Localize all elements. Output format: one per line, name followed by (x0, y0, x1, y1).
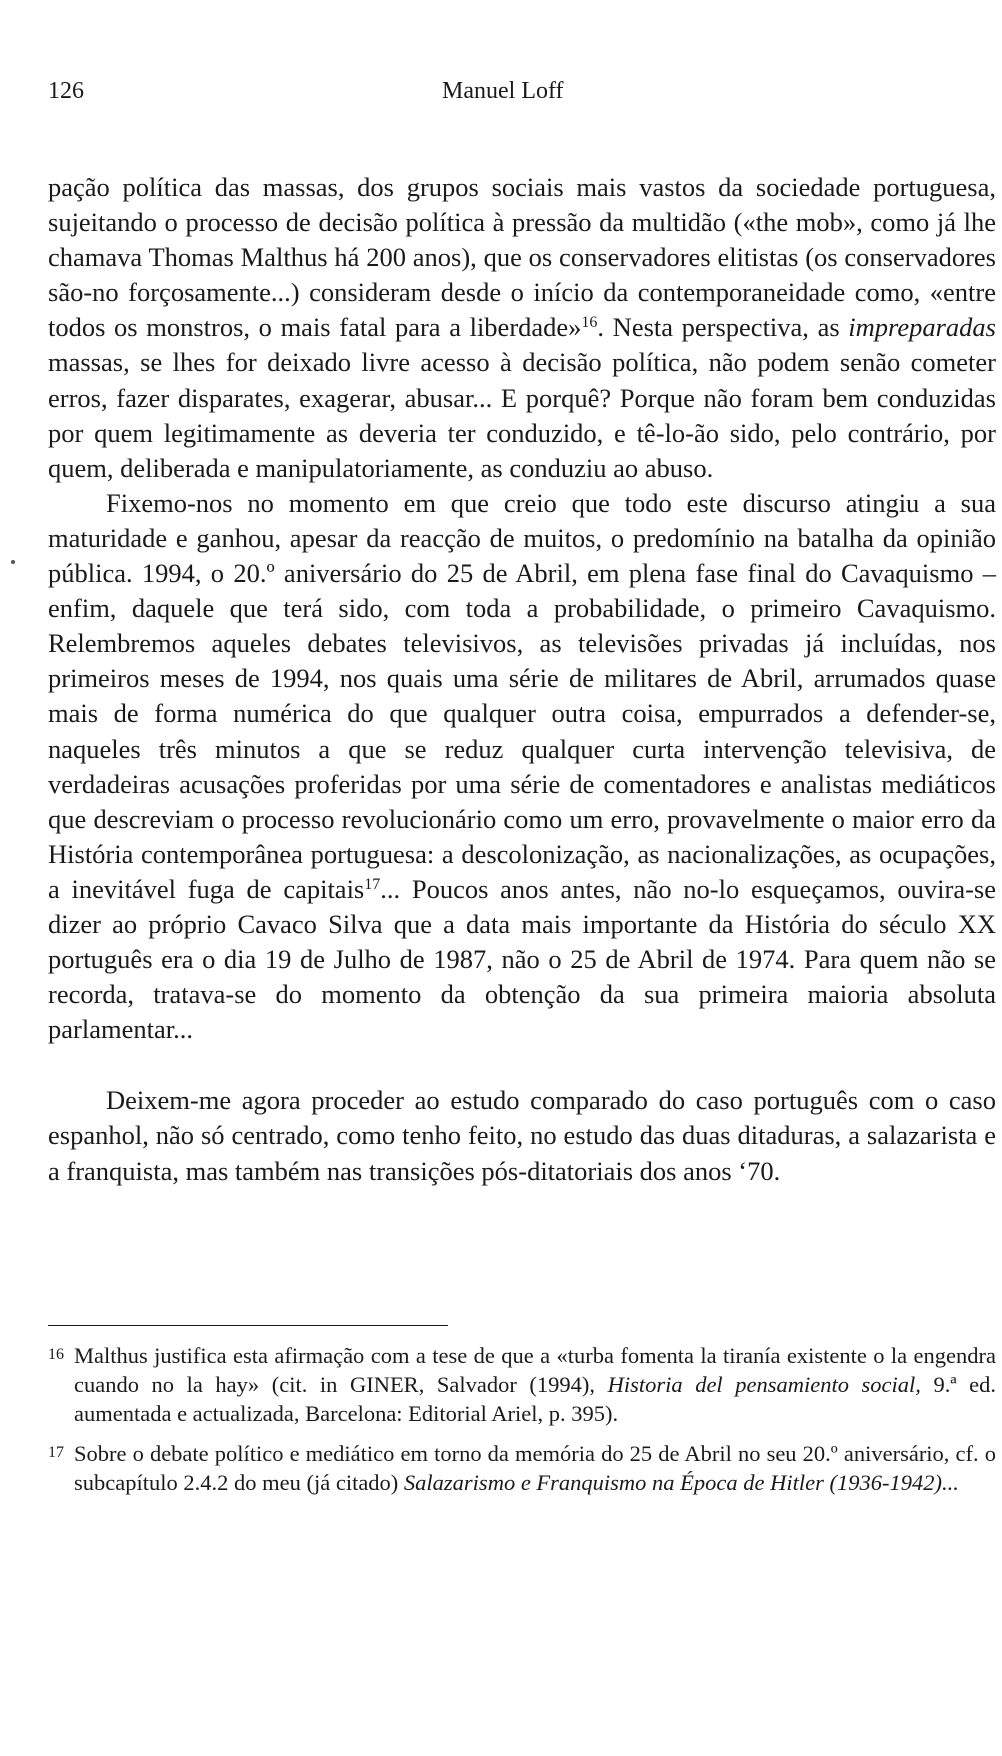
paragraph-2-text-b: ... Poucos anos antes, não no-lo esqueçamos, ouvira-se dizer ao próprio Cavaco Silva que a data mais importante da História do século XX português era o dia 19 de Julho de 1987, não o 25 de Abril de 1974. Para quem não se recorda, tratava-se do momento da obtenção da sua primeira maioria absoluta parlamentar... (48, 873, 996, 1045)
footnote-17-text-a: Sobre o debate político e mediático em torno da memória do 25 de Abril no seu 20.º aniversário, cf. o subcapítulo 2.4.2 do meu (já citado) (74, 1440, 996, 1495)
footnote-separator (48, 1325, 448, 1326)
section-break (48, 1047, 996, 1083)
paragraph-1-text-c: massas, se lhes for deixado livre acesso à decisão política, não podem senão cometer erros, fazer disparates, exagerar, abusar... E porquê? Porque não foram bem conduzidas por quem legitimamente as deveria ter conduzido, e tê-lo-ão sido, pelo contrário, por quem, deliberada e manipulatoriamente, as conduziu ao abuso. (48, 347, 996, 483)
footnote-16-text-b: 9.ª ed. aumentada e actualizada, Barcelona: Editorial Ariel, p. 395). (74, 1372, 996, 1427)
footnote-16-title: Historia del pensamiento social, (607, 1372, 921, 1398)
paragraph-3: Deixem-me agora proceder ao estudo comparado do caso português com o caso espanhol, não só centrado, como tenho feito, no estudo das duas ditaduras, a salazarista e a franquista, mas também nas transições pós-ditatoriais dos anos ‘70. (48, 1085, 996, 1186)
paragraph-2 (48, 486, 996, 1048)
footnote-17-title: Salazarismo e Franquismo na Época de Hitler (1936-1942)... (403, 1469, 959, 1495)
footnote-16-text-a: Malthus justifica esta afirmação com a tese de que a «turba fomenta la tiranía existente o la engendra cuando no la hay» (cit. in GINER, Salvador (1994), (74, 1343, 996, 1398)
running-title: Manuel Loff (442, 78, 564, 104)
page-number: 126 (48, 78, 84, 104)
footnote-17 (48, 1438, 996, 1497)
paragraph-1-text-b: . Nesta perspectiva, as (597, 312, 849, 343)
margin-mark (11, 560, 15, 564)
footnote-number: 16 (48, 1346, 64, 1363)
paragraph-1-text-a: pação política das massas, dos grupos sociais mais vastos da sociedade portuguesa, sujeitando o processo de decisão política à pressão da multidão («the mob», como já lhe chamava Thomas Malthus há 200 anos), que os conservadores elitistas (os conservadores são-no forçosamente...) consideram desde o início da contemporaneidade como, «entre todos os monstros, o mais fatal para a liberdade» (48, 172, 996, 343)
paragraph-1-emphasis: impreparadas (848, 312, 996, 343)
footnotes (48, 1340, 996, 1506)
paragraph-2-text-a: Fixemo-nos no momento em que creio que todo este discurso atingiu a sua maturidade e ganhou, apesar da reacção de muitos, o predomínio na batalha da opinião pública. 1994, o 20.º aniversário do 25 de Abril, em plena fase final do Cavaquismo – enfim, daquele que terá sido, com toda a probabilidade, o primeiro Cavaquismo. Relembremos aqueles debates televisivos, as televisões privadas já incluídas, nos primeiros meses de 1994, nos quais uma série de militares de Abril, arrumados quase mais de forma numérica do que qualquer outra coisa, empurrados a defender-se, naqueles três minutos a que se reduz qualquer curta intervenção televisiva, de verdadeiras acusações proferidas por uma série de comentadores e analistas mediáticos que descreviam o processo revolucionário como um erro, provavelmente o maior erro da História contemporânea portuguesa: a descolonização, as nacionalizações, as ocupações, a inevitável fuga de capitais (48, 487, 996, 904)
footnote-number: 17 (48, 1443, 64, 1461)
footnote-ref-16: 16 (581, 314, 598, 332)
main-text (48, 170, 996, 1189)
paragraph-1 (48, 170, 996, 486)
footnote-ref-17: 17 (364, 875, 381, 893)
running-head (48, 78, 996, 114)
footnote-16 (48, 1340, 996, 1429)
